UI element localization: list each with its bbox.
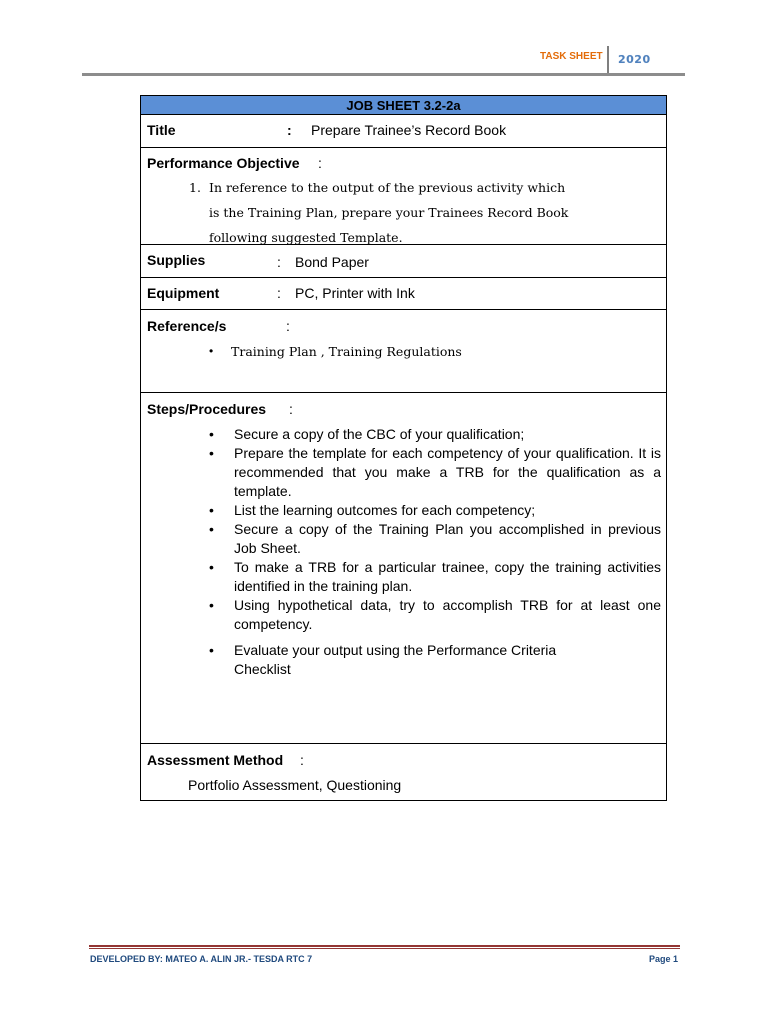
objective-line: following suggested Template. (209, 230, 403, 245)
title-value: Prepare Trainee’s Record Book (311, 122, 507, 138)
objective-line: In reference to the output of the previous activity which (209, 180, 566, 195)
bullet-icon: • (209, 426, 214, 442)
equipment-value: PC, Printer with Ink (295, 285, 415, 301)
task-sheet-label: TASK SHEET (540, 51, 603, 62)
supplies-label: Supplies (147, 252, 206, 268)
step-text: Prepare the template for each competency of your qualification. It is recommended that you make a TRB for the qualification as a template. (234, 445, 661, 499)
step-text: Using hypothetical data, try to accomplish TRB for at least one competency. (234, 597, 661, 632)
page-number: Page 1 (648, 954, 678, 964)
steps-row (141, 393, 666, 744)
footer-developer: DEVELOPED BY: MATEO A. ALIN JR.- TESDA RTC 7 (90, 954, 313, 964)
objective-number: 1. (189, 180, 201, 195)
references-colon: : (286, 318, 290, 334)
assessment-colon: : (300, 752, 304, 768)
step-item (209, 444, 661, 501)
bullet-icon: • (209, 642, 214, 658)
equipment-row (141, 278, 666, 310)
step-text: Secure a copy of the Training Plan you accomplished in previous Job Sheet. (234, 521, 661, 556)
bullet-icon: • (209, 597, 214, 613)
equipment-colon: : (277, 285, 281, 301)
assessment-row (141, 744, 666, 800)
step-item (209, 425, 661, 444)
step-text: Secure a copy of the CBC of your qualification; (234, 426, 525, 442)
supplies-value: Bond Paper (295, 254, 369, 270)
bullet-icon: • (209, 344, 214, 358)
references-row (141, 310, 666, 393)
references-label: Reference/s (147, 318, 227, 334)
step-item (209, 596, 661, 634)
title-row (141, 115, 666, 148)
step-text: To make a TRB for a particular trainee, copy the training activities identified in the training plan. (234, 559, 661, 594)
bullet-icon: • (209, 502, 214, 518)
step-item (209, 501, 661, 520)
objective-label: Performance Objective (147, 155, 300, 171)
step-text: List the learning outcomes for each competency; (234, 502, 536, 518)
header-year: 2020 (618, 53, 651, 66)
bullet-icon: • (209, 559, 214, 575)
header-rule (82, 73, 685, 76)
supplies-colon: : (277, 254, 281, 270)
bullet-icon: • (209, 445, 214, 461)
step-item (209, 641, 609, 679)
title-colon: : (287, 122, 292, 138)
equipment-label: Equipment (147, 285, 220, 301)
step-item (209, 558, 661, 596)
header-divider (607, 46, 609, 74)
footer-rule (89, 945, 680, 947)
assessment-label: Assessment Method (147, 752, 284, 768)
objective-line: is the Training Plan, prepare your Trainees Record Book (209, 205, 569, 220)
objective-colon: : (318, 155, 322, 171)
steps-label: Steps/Procedures (147, 401, 267, 417)
step-text: Evaluate your output using the Performance Criteria Checklist (234, 642, 557, 677)
steps-colon: : (289, 401, 293, 417)
job-sheet-heading: JOB SHEET 3.2-2a (141, 96, 666, 115)
assessment-value: Portfolio Assessment, Questioning (188, 777, 402, 793)
step-item (209, 520, 661, 558)
bullet-icon: • (209, 521, 214, 537)
supplies-row (141, 245, 666, 278)
title-label: Title (147, 122, 176, 138)
footer-rule-thin (89, 948, 680, 949)
objective-row (141, 148, 666, 245)
job-sheet-table (140, 95, 667, 801)
reference-item: Training Plan , Training Regulations (231, 344, 462, 359)
